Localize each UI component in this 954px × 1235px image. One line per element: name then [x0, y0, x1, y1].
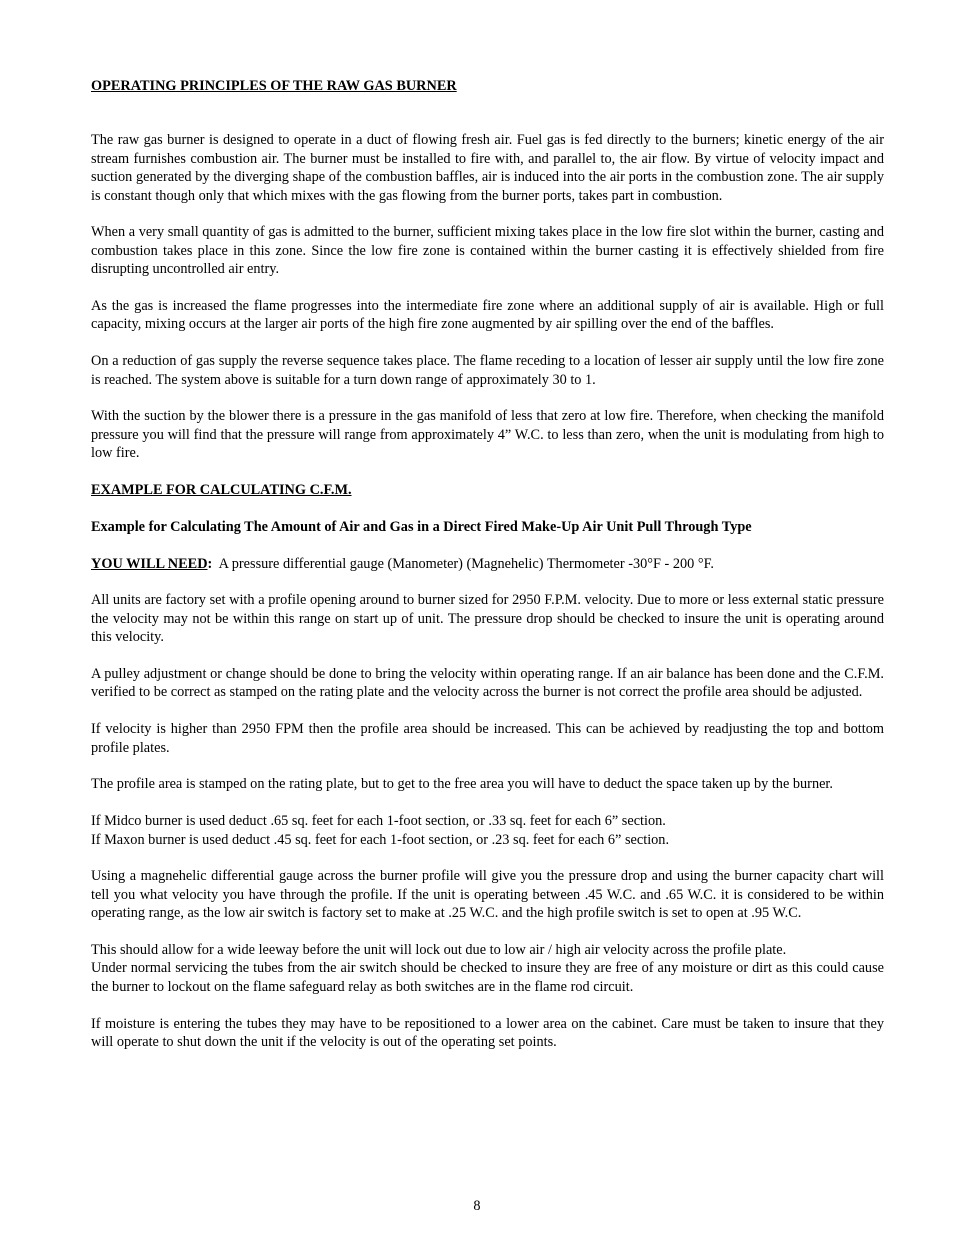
paragraph-gas-increase: As the gas is increased the flame progresses into the intermediate fire zone where an additional supply of air is available. High or full capacity, mixing occurs at the larger air ports of the high fire zone augmented by air spilling over the end of the baffles. — [91, 298, 884, 333]
servicing-block — [91, 941, 884, 996]
midco-burner-line: If Midco burner is used deduct .65 sq. feet for each 1-foot section, or .33 sq. feet for each 6” section. — [91, 813, 666, 830]
maxon-burner-line: If Maxon burner is used deduct .45 sq. feet for each 1-foot section, or .23 sq. feet for each 6” section. — [91, 831, 670, 848]
section-heading-example-cfm: EXAMPLE FOR CALCULATING C.F.M. — [91, 482, 352, 499]
section-heading-operating-principles: OPERATING PRINCIPLES OF THE RAW GAS BURNER — [91, 78, 457, 94]
servicing-text: Under normal servicing the tubes from the air switch should be checked to insure they are free of any moisture or dirt as this could cause the burner to lockout on the flame safeguard relay as both switches are in the flame rod circuit. — [91, 960, 884, 995]
paragraph-velocity-higher: If velocity is higher than 2950 FPM then the profile area should be increased. This can be achieved by readjusting the top and bottom profile plates. — [91, 721, 884, 756]
you-will-need-line — [91, 555, 884, 573]
document-page — [91, 77, 884, 1070]
page-number: 8 — [473, 1198, 481, 1214]
paragraph-manifold-pressure: With the suction by the blower there is a pressure in the gas manifold of less that zero at low fire. Therefore, when checking the manifold pressure you will find that the pressure will range from approximately 4” W.C. to less than zero, when the unit is modulating from high to low fire. — [91, 408, 884, 462]
paragraph-magnehelic-gauge: Using a magnehelic differential gauge across the burner profile will give you the pressure drop and using the burner capacity chart will tell you what velocity you have through the profile. If the unit is operating between .45 W.C. and .65 W.C. it is considered to be within operating range, as the low air switch is factory set to make at .25 W.C. and the high profile switch is set to open at .95 W.C. — [91, 868, 884, 922]
burner-deduction-block — [91, 812, 884, 849]
paragraph-gas-reduction: On a reduction of gas supply the reverse sequence takes place. The flame receding to a location of lesser air supply until the low fire zone is reached. The system above is suitable for a turn down range of approximately 30 to 1. — [91, 353, 884, 388]
paragraph-moisture: If moisture is entering the tubes they may have to be repositioned to a lower area on the cabinet. Care must be taken to insure that they will operate to shut down the unit if the velocity is out of the operating set points. — [91, 1015, 884, 1051]
you-will-need-text: A pressure differential gauge (Manometer) (Magnehelic) Thermometer -30°F - 200 °F. — [212, 555, 714, 572]
paragraph-burner-design: The raw gas burner is designed to operate in a duct of flowing fresh air. Fuel gas is fed directly to the burners; kinetic energy of the air stream furnishes combustion air. The burner must be installed to fire with, and parallel to, the air flow. By virtue of velocity impact and suction generated by the diverging shape of the combustion baffles, air is induced into the air ports in the combustion zone. The air supply is constant though only that which mixes with the gas flowing from the burner ports, takes part in combustion. — [91, 132, 884, 204]
paragraph-low-fire: When a very small quantity of gas is admitted to the burner, sufficient mixing takes place in the low fire slot within the burner, casting and combustion takes place in this zone. Since the low fire zone is contained within the burner casting it is effectively shielded from fire disrupting uncontrolled air entry. — [91, 224, 884, 278]
paragraph-factory-set: All units are factory set with a profile opening around to burner sized for 2950 F.P.M. velocity. Due to more or less external static pressure the velocity may not be within this range on start up of unit. The pressure drop should be checked to insure the unit is operating around this velocity. — [91, 592, 884, 646]
leeway-line: This should allow for a wide leeway before the unit will lock out due to low air / high air velocity across the profile plate. — [91, 942, 787, 959]
you-will-need-colon: : — [207, 555, 213, 572]
paragraph-pulley-adjustment: A pulley adjustment or change should be done to bring the velocity within operating range. If an air balance has been done and the C.F.M. verified to be correct as stamped on the rating plate and the velocity across the burner is not correct the profile area should be adjusted. — [91, 666, 884, 701]
paragraph-profile-area: The profile area is stamped on the rating plate, but to get to the free area you will have to deduct the space taken up by the burner. — [91, 776, 833, 793]
you-will-need-label: YOU WILL NEED — [91, 555, 208, 572]
example-subheading: Example for Calculating The Amount of Air and Gas in a Direct Fired Make-Up Air Unit Pull Through Type — [91, 518, 752, 535]
